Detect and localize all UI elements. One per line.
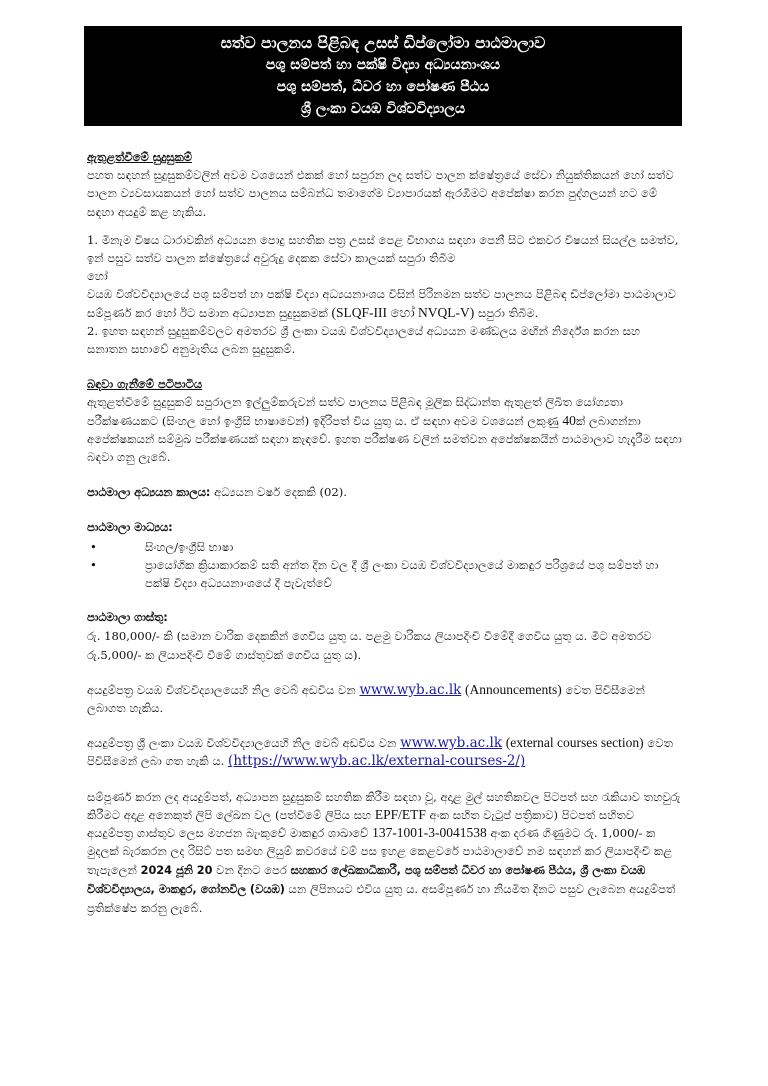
entry-item-1b-text: වයඹ විශ්වවිද්‍යාලයේ පශු සම්පත් හා පක්ෂි විද්‍යා අධ්‍යයනාංශය විසින් පිරිනමන සත්ව පාලනය පිළිබඳ ඩිප්ලෝමා පාඨමාලාව සම්පූර්ණ කර හෝ ඊට සමාන අධ්‍යාපන සුදුසුකමක් — [87, 287, 676, 320]
entry-item-1b-end: සපුරා තිබීම. — [477, 305, 539, 320]
application-source-2 — [87, 734, 683, 770]
submission-text-4: වන දිනට පෙර — [216, 862, 287, 877]
fees-text: රු. 180,000/- කි (සමාන වාරික දෙකකින් ගෙවිය යුතු ය. පළමු වාරිකය ලියාපදිංචි වීමේදී ගෙවිය යුතු ය. මීට අමතරව රු.5,000/- ක ලියාපදිංචි වීමේ ගාස්තුවක් ගෙවිය යුතු ය). — [87, 629, 652, 662]
entry-item-1a: 1. මිනැම විෂය ධාරාවකින් අධ්‍යයන පොදු සහතික පත්‍ර උසස් පෙළ විභාගය සඳහා පෙනී සිට එකවර විෂයන් සියල්ල සමත්ව, ඉන් පසුව සත්ව පාලන ක්ෂේත්‍රයේ අවුරුදු දෙකක සේවා කාලයක් සපුරා තිබීම — [87, 232, 679, 266]
medium-heading: පාඨමාලා මාධ්‍යය: — [87, 521, 173, 535]
selection-text: ඇතුළත්වීමේ සුදුසුකම් සපුරාලන ඉල්ලුම්කරුවන් සත්ව පාලනය පිළිබඳ මූලික සිද්ධාන්ත ඇතුළත් ලිඛිත යෝග්‍යතා පරීක්ෂණයකට (සිංහල හෝ ඉංග්‍රීසි භාෂාවෙන්) ඉදිරිපත් විය යුතු ය. ඒ සඳහා අවම වශයෙන් ලකුණු — [87, 395, 623, 428]
deadline-date: 2024 ජූනි 20 — [140, 863, 213, 877]
course-title: සත්ව පාලනය පිළිබඳ උසස් ඩිප්ලෝමා පාඨමාලාව — [220, 34, 546, 52]
website-link[interactable]: www.wyb.ac.lk — [359, 681, 462, 698]
min-marks: 40 — [562, 412, 576, 428]
postal-address: සහකාර ලේඛකාධිකාරී, පශු සම්පත් ධීවර හා පෝෂණ පීඨය, ශ්‍රී ලංකා වයඹ විශ්වවිද්‍යාලය, මාකඳුර, ගෝනවිල (වයඹ) — [87, 863, 646, 896]
apply2-text-end: වෙත පිවිසීමෙන් ලබා ගත හැකි ය. — [87, 736, 673, 769]
duration-label: පාඨමාලා අධ්‍යයන කාලය: — [87, 486, 211, 500]
selection-heading: බඳවා ගැනීමේ පටිපාටිය — [87, 377, 203, 392]
duration-line — [87, 483, 683, 502]
epf-etf: EPF/ETF — [374, 806, 426, 822]
entry-intro: පහත සඳහන් සුදුසුකම්වලින් අවම වශයෙන් එකක් හෝ සපුරන ලද සත්ව පාලන ක්ෂේත්‍රයේ සේවා නියුක්තිකයන් හෝ සත්ව පාලන ව්‍යවසායකයන් හෝ සත්ව පාලනය සම්බන්ධ තමාගේම ව්‍යාපාරයක් ඇරඹීමට අපේක්ෂා කරන පුද්ගලයන් හට මේ සඳහා අයදුම් කළ හැකිය. — [87, 168, 674, 219]
external-courses-link[interactable]: (https://www.wyb.ac.lk/external-courses-2/) — [228, 753, 526, 770]
website-link[interactable]: www.wyb.ac.lk — [400, 735, 503, 752]
department-name: පශු සම්පත් හා පක්ෂි විද්‍යා අධ්‍යයනාංශය — [265, 57, 501, 73]
submission-text-1: සම්පූර්ණ කරන ලද අයදුම්පත්, අධ්‍යාපන සුදුසුකම් සහතික කිරීම සඳහා වූ, අදාළ මුල් සහතිකවල පිටපත් සහ රැකියාව තහවුරු කිරීමට අදාළ අනෙකුත් ලිපි ලේඛන වල (පත්වීමේ ලිපිය සහ — [87, 789, 681, 822]
title-banner — [84, 26, 682, 126]
bullet-icon: • — [90, 557, 97, 572]
apply2-text: අයදුම්පත්‍ර ශ්‍රී ලංකා වයඹ විශ්වවිද්‍යාලයෙහි නිල වෙබ් අඩවිය වන — [87, 736, 397, 751]
account-number: 137-1001-3-0041538 — [372, 825, 487, 841]
qualification-code: (SLQF-III හෝ NVQL-V) — [331, 304, 475, 320]
entry-requirements-heading: ඇතුළත්වීමේ සුදුසුකම් — [87, 150, 193, 164]
external-courses-label: (external courses section) — [505, 735, 644, 751]
fees-heading: පාඨමාලා ගාස්තු: — [87, 611, 168, 625]
entry-item-2: 2. ඉහත සඳහන් සුදුසුකම්වලට අමතරව ශ්‍රී ලංකා වයඹ විශ්වවිද්‍යාලයේ අධ්‍යයන මණ්ඩලය මඟින් නිර්දේශ කරන සහ සනාතන සභාවේ අනුමැතිය ලබන සුදුසුකම්. — [87, 323, 641, 357]
submission-text-2: අංක සහිත වැටුප් පත්‍රිකාව) පිටපත් සහිතව අයදුම්පත්‍ර ගාස්තුව ලෙස මහජන බැංකුවේ මාකඳුර ශාඛාවේ — [87, 807, 635, 841]
entry-or: හෝ — [87, 269, 108, 284]
medium-language: සිංහල/ඉංග්‍රීසි භාෂා — [145, 539, 234, 554]
document-body — [87, 148, 683, 917]
list-item — [87, 538, 683, 556]
bullet-icon: • — [90, 539, 97, 554]
medium-list — [87, 538, 683, 593]
university-name: ශ්‍රී ලංකා වයඹ විශ්වවිද්‍යාලය — [300, 101, 466, 117]
selection-body — [87, 393, 683, 466]
medium-practicals: ප්‍රායෝගික ක්‍රියාකාරකම් සති අන්ත දින වල දී ශ්‍රී ලංකා වයඹ විශ්වවිද්‍යාලයේ මාකඳුර පරිශ්‍රයේ පශු සම්පත් හා පක්ෂි විද්‍යා අධ්‍යයනාංශයේ දී පැවැත්වේ — [145, 557, 659, 591]
submission-text-5: යන ලිපිනයට එවිය යුතු ය. අසම්පූර්ණ හා නියමිත දිනට පසුව ලැබෙන අයදුම්පත් ප්‍රතික්ෂේප කරනු ලැබේ. — [87, 881, 676, 915]
entry-item-1b — [87, 285, 683, 321]
apply1-text: අයදුම්පත්‍ර වයඹ විශ්වවිද්‍යාලයෙහි නිල වෙබ් අඩවිය වන — [87, 682, 356, 697]
application-source-1 — [87, 681, 683, 717]
submission-instructions — [87, 788, 683, 917]
submission-text-3: අංක දරණ ගිණුමට රු. 1,000/- ක මුදලක් බැරකරන ලද රිසිට් පත සමඟ ලියුම් කවරයේ වම් පස ඉහළ කෙළවරේ පාඨමාලාවේ නම සඳහන් කර ලියාපදිංචි කළ තැපැලෙන් — [87, 826, 673, 877]
faculty-name: පශු සම්පත්, ධීවර හා පෝෂණ පීඨය — [276, 79, 490, 95]
list-item — [87, 556, 683, 592]
apply1-text-end: වෙත පිවිසීමෙන් ලබාගත හැකිය. — [87, 682, 645, 716]
announcements-label: (Announcements) — [465, 681, 562, 697]
selection-text-end: ක් ලබාගන්නා අපේක්ෂකයන් සම්මුඛ පරීක්ෂණයක් සඳහා කැඳවේ. ඉහත පරීක්ෂණ වලින් සමත්වන අපේක්ෂකයින් පාඨමාලාව හැදෑරීම සඳහා බඳවා ගනු ලැබේ. — [87, 413, 682, 465]
duration-value: අධ්‍යයන වර්ෂ දෙකකි (02). — [214, 485, 347, 500]
